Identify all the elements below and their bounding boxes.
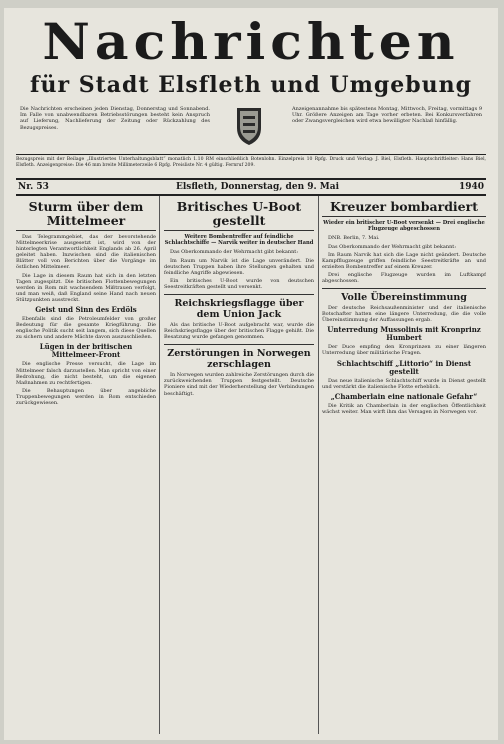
article-paragraph: Ebenfalls sind die Petroleumfelder von großer Bedeutung für die gesamte Kriegführung. Die englische Politik sucht seit langem, sich diese Quellen zu sichern und andere Mächte davon auszuschließen.	[16, 316, 156, 341]
article-subhead: Lügen in der britischen Mittelmeer-Front	[39, 342, 133, 360]
article-paragraph: Das Oberkommando der Wehrmacht gibt bekannt:	[328, 243, 457, 250]
article-paragraph: Im Raum Narvik hat sich die Lage nicht geändert. Deutsche Kampfflugzeuge griffen feindliche Seestreitkräfte an und erzielten Bombentreffer auf einem Kreuzer.	[322, 251, 486, 270]
article-paragraph: DNB. Berlin, 7. Mai.	[328, 235, 380, 242]
article-subhead: „Chamberlain eine nationale Gefahr“	[330, 391, 478, 401]
article-paragraph: Das neue italienische Schlachtschiff wurde in Dienst gestellt und verstärkt die italienische Flotte erheblich.	[322, 377, 486, 390]
article-subhead: Unterredung Mussolinis mit Kronprinz Humbert	[327, 325, 481, 343]
article-headline: Kreuzer bombardiert	[322, 200, 486, 217]
issue-year: 1940	[458, 182, 484, 192]
article-paragraph: Der deutsche Reichsaußenminister und der italienische Botschafter hatten eine längere Unterredung, die die volle Übereinstimmung der Auffassungen ergab.	[322, 305, 486, 324]
article-subhead: Zerstörungen in Norwegen zerschlagen	[164, 344, 314, 370]
issue-number: Nr. 53	[18, 182, 49, 192]
article-paragraph: In Norwegen wurden zahlreiche Zerstörungen durch die zurückweichenden Truppen festgestellt. Deutsche Pioniere sind mit der Wiederherstellung der Verbindungen beschäftigt.	[164, 372, 314, 397]
article-headline: Sturm über dem Mittelmeer	[16, 200, 156, 231]
article-paragraph: Im Raum um Narvik ist die Lage unverändert. Die deutschen Truppen haben ihre Stellungen gehalten und feindliche Angriffe abgewiesen.	[164, 257, 314, 276]
article-paragraph: Die Lage in diesem Raum hat sich in den letzten Tagen zugespitzt. Die britischen Flottenbewegungen werden in Rom mit wachsendem Mißtrauen verfolgt, und man weiß, daß England seine Hand nach neuen Stützpunkten ausstreckt.	[16, 272, 156, 303]
article-paragraph: Drei englische Flugzeuge wurden im Luftkampf abgeschossen.	[322, 271, 486, 284]
article-subhead: Reichskriegsflagge über dem Union Jack	[164, 294, 314, 320]
publication-note: Die Nachrichten erscheinen jeden Dienstag, Donnerstag und Sonnabend. Im Falle von unabwendbaren Betriebsstörungen besteht kein Anspruch auf Lieferung, Nachlieferung der Zeitung oder Rückzahlung des Bezugspreises.	[20, 106, 210, 131]
article-deck: Weitere Bombentreffer auf feindliche Schlachtschiffe — Narvik weiter in deutscher Hand	[164, 234, 314, 247]
column-2	[164, 198, 314, 734]
column-rule	[318, 196, 319, 734]
article-subhead: Geist und Sinn des Erdöls	[35, 305, 137, 315]
article-headline: Britisches U-Boot gestellt	[164, 200, 314, 231]
price-line: Bezugspreis mit der Beilage „Illustriertes Unterhaltungsblatt“ monatlich 1.10 RM einschließlich Botenlohn. Einzelpreis 10 Rpfg. Druck und Verlag: J. Biel, Elsfleth. Hauptschriftleiter: Hans Biel, Elsfleth. Anzeigenpreise: Die 46 mm breite Millimeterzeile 6 Rpfg. Preisliste Nr. 4 gültig. Fernruf 209.	[16, 154, 486, 169]
article-paragraph: Die Behauptungen über angebliche Truppenbewegungen werden in Rom entschieden zurückgewiesen.	[16, 387, 156, 406]
newspaper-title: Nachrichten	[42, 13, 460, 72]
newspaper-page	[4, 8, 498, 740]
coat-of-arms-icon	[234, 104, 264, 146]
article-paragraph: Als das britische U-Boot aufgebracht war, wurde die Reichskriegsflagge über der britischen Flagge gehißt. Die Besatzung wurde gefangen genommen.	[164, 321, 314, 341]
column-rule	[159, 196, 160, 734]
article-paragraph: Das Oberkommando der Wehrmacht gibt bekannt:	[170, 249, 299, 256]
article-deck: Wieder ein britischer U-Boot versenkt — Drei englische Flugzeuge abgeschossen	[323, 220, 485, 233]
advertising-note: Anzeigenannahme bis spätestens Montag, Mittwoch, Freitag, vormittags 9 Uhr. Größere Anzeigen am Tage vorher erbeten. Bei Konkursverfahren oder Zwangsvergleichen wird etwa bewilligter Nachlaß hinfällig.	[292, 106, 482, 125]
newspaper-subtitle: für Stadt Elsfleth und Umgebung	[30, 72, 472, 98]
column-1	[16, 198, 156, 734]
article-paragraph: Die Kritik an Chamberlain in der englischen Öffentlichkeit wächst weiter. Man wirft ihm das Versagen in Norwegen vor.	[322, 402, 486, 415]
article-paragraph: Das Telegrammgebiet, das der bevorstehende Mittelmeerkrise ausgesetzt ist, wird von der hinterlegten Verantwortlichkeit Englands ab 26. April geleitet haben. Inzwischen sind die italienischen Blätter voll von Berichten über die Vorgänge im östlichen Mittelmeer.	[16, 234, 156, 271]
issue-date: Elsfleth, Donnerstag, den 9. Mai	[176, 182, 339, 192]
masthead-notes	[20, 106, 482, 152]
article-paragraph: Der Duce empfing den Kronprinzen zu einer längeren Unterredung über militärische Fragen.	[322, 344, 486, 357]
article-paragraph: Die englische Presse versucht, die Lage im Mittelmeer falsch darzustellen. Man spricht von einer Bedrohung, die nicht besteht, um die eigenen Maßnahmen zu rechtfertigen.	[16, 361, 156, 386]
article-subhead: Schlachtschiff „Littorio“ in Dienst gestellt	[336, 358, 472, 376]
dateline	[16, 178, 486, 196]
article-paragraph: Ein britisches U-Boot wurde von deutschen Seestreitkräften gestellt und versenkt.	[164, 277, 314, 290]
column-3	[322, 198, 486, 734]
masthead	[4, 14, 498, 98]
article-subhead: Volle Übereinstimmung	[322, 288, 486, 303]
